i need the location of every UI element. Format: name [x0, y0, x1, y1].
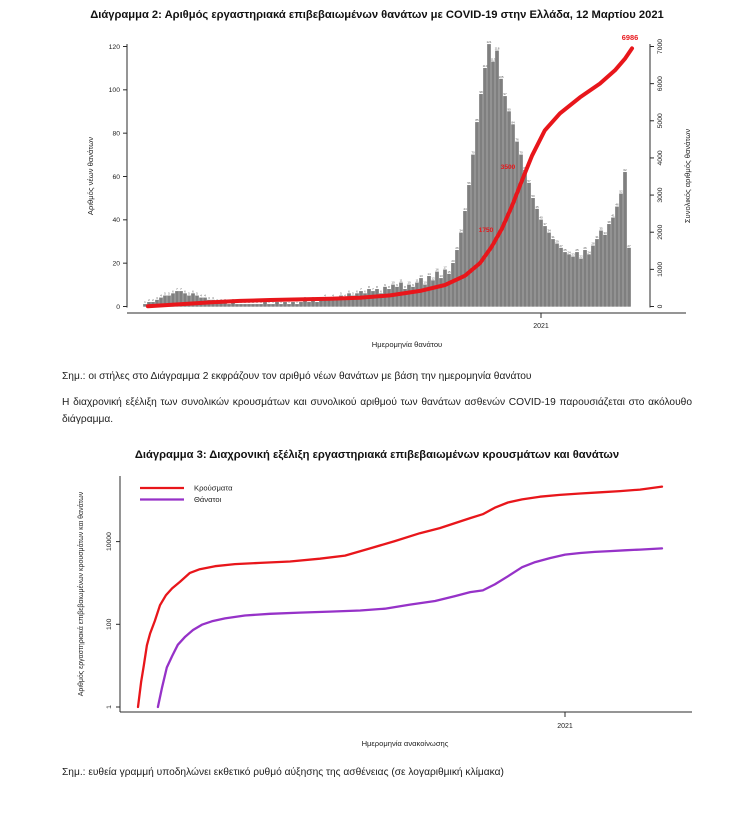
bar — [471, 155, 474, 307]
bar — [443, 270, 446, 307]
bar-value-label: 3 — [312, 295, 314, 300]
bar-value-label: 16 — [435, 267, 439, 272]
bar-value-label: 2 — [300, 297, 302, 302]
bar-value-label: 25 — [575, 248, 579, 253]
bar — [371, 291, 374, 306]
bar — [287, 304, 290, 306]
bar — [427, 276, 430, 306]
chart2-right-tick-label: 1000 — [657, 261, 664, 277]
deaths-line — [158, 548, 662, 707]
bar — [627, 248, 630, 307]
bar-value-label: 2 — [264, 297, 266, 302]
bar — [551, 239, 554, 306]
bar-value-label: 63 — [523, 165, 527, 170]
bar — [579, 259, 582, 307]
cumulative-milestone-label: 3500 — [500, 164, 516, 171]
bar — [263, 302, 266, 306]
chart2-left-tick-label: 0 — [116, 303, 120, 311]
bar-value-label: 2 — [148, 297, 150, 302]
bar-value-label: 5 — [164, 291, 166, 296]
bar-value-label: 90 — [507, 107, 511, 112]
bar — [463, 211, 466, 306]
chart2-left-axis-title: Αριθμός νέων θανάτων — [86, 136, 95, 216]
chart3-legend — [140, 484, 233, 505]
bar-value-label: 1 — [280, 300, 282, 305]
bar-value-label: 23 — [571, 252, 575, 257]
bar — [523, 170, 526, 307]
bar — [279, 304, 282, 306]
bar-value-label: 29 — [555, 239, 559, 244]
bar-value-label: 1 — [260, 300, 262, 305]
bar — [447, 274, 450, 307]
bar-value-label: 2 — [276, 297, 278, 302]
bar-value-label: 85 — [475, 118, 479, 123]
bar-value-label: 13 — [419, 274, 423, 279]
bar-value-label: 2 — [152, 297, 154, 302]
bar-value-label: 9 — [384, 282, 386, 287]
bar-value-label: 50 — [531, 193, 535, 198]
bar — [567, 255, 570, 307]
bar-value-label: 12 — [431, 276, 435, 281]
bar — [475, 122, 478, 306]
bar — [479, 94, 482, 306]
bar — [527, 183, 530, 307]
bar — [511, 125, 514, 307]
bar-value-label: 1 — [256, 300, 258, 305]
bar-value-label: 35 — [599, 226, 603, 231]
chart2-right-tick-label: 3000 — [657, 187, 664, 203]
bar — [495, 51, 498, 307]
bar — [259, 304, 262, 306]
bar-value-label: 1 — [252, 300, 254, 305]
bar-value-label: 28 — [591, 241, 595, 246]
chart3-y-axis-title: Αριθμός εργαστηριακά επιβεβαιωμένων κρουσμάτων και θανάτων — [78, 491, 85, 697]
chart2-left-tick-label: 100 — [108, 87, 120, 95]
bar — [291, 302, 294, 306]
bar-value-label: 118 — [494, 46, 500, 51]
bar — [623, 172, 626, 306]
bar — [387, 289, 390, 306]
bar — [235, 304, 238, 306]
chart2-bars — [143, 40, 631, 306]
bar-value-label: 105 — [498, 74, 504, 79]
bar-value-label: 8 — [404, 284, 406, 289]
bar-value-label: 6 — [192, 289, 194, 294]
chart2-right-tick-label: 6000 — [657, 76, 664, 92]
bar — [307, 302, 310, 306]
bar-value-label: 11 — [415, 278, 419, 283]
bar-value-label: 1 — [288, 300, 290, 305]
body-paragraph: Η διαχρονική εξέλιξη των συνολικών κρουσμάτων και συνολικού αριθμού των θανάτων ασθενών COVID-19 παρουσιάζεται στο ακόλουθο διάγραμμα. — [62, 397, 692, 425]
bar — [355, 294, 358, 307]
bar-value-label: 27 — [627, 243, 631, 248]
bar — [247, 304, 250, 306]
bar-value-label: 4 — [344, 293, 346, 298]
bar-value-label: 2 — [292, 297, 294, 302]
bar-value-label: 6 — [184, 289, 186, 294]
chart2-title: Διάγραμμα 2: Αριθμός εργαστηριακά επιβεβαιωμένων θανάτων με COVID-19 στην Ελλάδα, 12 Μαρτίου 2021 — [90, 9, 664, 21]
bar — [483, 68, 486, 306]
bar-value-label: 6 — [348, 289, 350, 294]
bar-value-label: 34 — [459, 228, 463, 233]
bar — [499, 79, 502, 307]
bar — [459, 233, 462, 307]
bar — [603, 235, 606, 307]
bar-value-label: 31 — [551, 235, 555, 240]
bar-value-label: 15 — [447, 269, 451, 274]
bar-value-label: 98 — [479, 89, 483, 94]
bar-value-label: 9 — [412, 282, 414, 287]
chart2-right-tick-label: 7000 — [657, 38, 664, 55]
bar — [395, 287, 398, 307]
bar-value-label: 4 — [332, 293, 334, 298]
bar — [503, 96, 506, 306]
bar — [251, 304, 254, 306]
bar — [611, 218, 614, 307]
chart2-x-axis-title: Ημερομηνία θανάτου — [371, 340, 443, 349]
bar-value-label: 3 — [320, 295, 322, 300]
bar-value-label: 24 — [587, 250, 591, 255]
bar — [583, 250, 586, 306]
bar — [607, 224, 610, 306]
bar-value-label: 26 — [455, 245, 459, 250]
bar-value-label: 8 — [376, 284, 378, 289]
bar — [299, 302, 302, 306]
bar — [239, 304, 242, 306]
bar — [451, 263, 454, 306]
bar-value-label: 1 — [236, 300, 238, 305]
bar-value-label: 41 — [611, 213, 615, 218]
bar-value-label: 52 — [619, 189, 623, 194]
bar-value-label: 2 — [224, 297, 226, 302]
bar-value-label: 14 — [427, 271, 431, 276]
chart2-right-tick-label: 0 — [657, 304, 664, 309]
chart3-x-tick-label: 2021 — [557, 723, 573, 730]
bar — [571, 257, 574, 307]
bar-value-label: 110 — [482, 63, 488, 68]
bar-value-label: 1 — [144, 300, 146, 305]
bar-value-label: 1 — [240, 300, 242, 305]
chart2-right-tick-label: 5000 — [657, 113, 664, 129]
bar — [415, 283, 418, 307]
bar-value-label: 1 — [248, 300, 250, 305]
bar-value-label: 25 — [563, 248, 567, 253]
bar-value-label: 57 — [527, 178, 531, 183]
bar — [563, 252, 566, 306]
bar-value-label: 3 — [336, 295, 338, 300]
bar-value-label: 4 — [200, 293, 202, 298]
bar — [535, 209, 538, 307]
chart3-y-tick-label: 100 — [106, 618, 113, 630]
bar-value-label: 8 — [388, 284, 390, 289]
bar-value-label: 4 — [204, 293, 206, 298]
chart2-right-axis-title: Συνολικός αριθμός θανάτων — [683, 128, 692, 224]
bar-value-label: 20 — [451, 258, 455, 263]
chart3-y-tick-label: 10000 — [106, 532, 113, 552]
bar-value-label: 2 — [308, 297, 310, 302]
bar — [559, 248, 562, 307]
bar-value-label: 76 — [515, 137, 519, 142]
bar-value-label: 44 — [463, 206, 467, 211]
bar — [319, 300, 322, 307]
note-chart2: Σημ.: οι στήλες στο Διάγραμμα 2 εκφράζουν τον αριθμό νέων θανάτων με βάση την ημερομηνία θανάτου — [62, 371, 532, 382]
chart2-right-tick-label: 2000 — [657, 224, 664, 240]
bar-value-label: 2 — [220, 297, 222, 302]
bar-value-label: 70 — [519, 150, 523, 155]
bar — [227, 304, 230, 306]
bar — [595, 239, 598, 306]
bar — [587, 255, 590, 307]
bar-value-label: 7 — [360, 287, 362, 292]
note-chart3: Σημ.: ευθεία γραμμή υποδηλώνει εκθετικό ρυθμό αύξησης της ασθένειας (σε λογαριθμική κλίμακα) — [62, 767, 504, 778]
bar — [295, 304, 298, 306]
chart2-left-tick-label: 20 — [112, 260, 120, 268]
cases-line — [138, 487, 662, 707]
bar-value-label: 97 — [503, 92, 507, 97]
bar — [515, 142, 518, 307]
bar-value-label: 3 — [156, 295, 158, 300]
bar-value-label: 31 — [595, 235, 599, 240]
bar-value-label: 24 — [567, 250, 571, 255]
bar-value-label: 27 — [559, 243, 563, 248]
bar — [591, 246, 594, 307]
chart3-axis-labels — [77, 491, 573, 748]
bar-value-label: 5 — [352, 291, 354, 296]
bar-value-label: 2 — [284, 297, 286, 302]
bar — [275, 302, 278, 306]
bar-value-label: 7 — [372, 287, 374, 292]
bar — [407, 285, 410, 307]
bar-value-label: 26 — [583, 245, 587, 250]
chart3-x-axis-title: Ημερομηνία ανακοίνωσης — [361, 739, 449, 748]
chart3-y-tick-label: 1 — [106, 705, 113, 709]
bar-value-label: 3 — [328, 295, 330, 300]
bar-value-label: 6 — [364, 289, 366, 294]
bar-value-label: 33 — [603, 230, 607, 235]
bar-value-label: 5 — [188, 291, 190, 296]
bar — [431, 281, 434, 307]
bar-value-label: 38 — [607, 219, 611, 224]
bar-value-label: 113 — [490, 57, 496, 62]
chart2-left-tick-label: 80 — [112, 130, 120, 138]
bar-value-label: 2 — [216, 297, 218, 302]
bar-value-label: 3 — [208, 295, 210, 300]
bar-value-label: 10 — [423, 280, 427, 285]
bar — [615, 207, 618, 307]
bar — [327, 300, 330, 307]
bar-value-label: 37 — [543, 222, 547, 227]
bar-value-label: 5 — [196, 291, 198, 296]
bar — [491, 62, 494, 307]
bar — [439, 278, 442, 306]
bar-value-label: 4 — [324, 293, 326, 298]
chart2-left-tick-label: 40 — [112, 217, 120, 225]
bar-value-label: 5 — [340, 291, 342, 296]
bar — [531, 198, 534, 306]
bar-value-label: 46 — [615, 202, 619, 207]
bar — [555, 244, 558, 307]
chart2-x-tick-label: 2021 — [533, 323, 549, 330]
bar — [467, 185, 470, 306]
bar — [243, 304, 246, 306]
bar-value-label: 3 — [304, 295, 306, 300]
bar-value-label: 10 — [391, 280, 395, 285]
bar — [283, 302, 286, 306]
bar-value-label: 6 — [172, 289, 174, 294]
bar-value-label: 7 — [180, 287, 182, 292]
cumulative-milestone-label: 1750 — [478, 227, 494, 234]
bar-value-label: 1 — [272, 300, 274, 305]
cumulative-final-total-label: 6986 — [621, 33, 639, 42]
bar-value-label: 1 — [228, 300, 230, 305]
bar-value-label: 6 — [356, 289, 358, 294]
chart2-right-tick-label: 4000 — [657, 150, 664, 166]
bar-value-label: 1 — [268, 300, 270, 305]
bar-value-label: 5 — [168, 291, 170, 296]
legend-label: Θάνατοι — [194, 495, 222, 505]
bar-value-label: 1 — [296, 300, 298, 305]
bar-value-label: 7 — [176, 287, 178, 292]
chart3-axes — [116, 476, 692, 717]
bar-value-label: 2 — [316, 297, 318, 302]
chart3-title: Διάγραμμα 3: Διαχρονική εξέλιξη εργαστηριακά επιβεβαιωμένων κρουσμάτων και θανάτων — [134, 449, 620, 461]
bar-value-label: 6 — [380, 289, 382, 294]
bar — [487, 44, 490, 306]
bar — [543, 226, 546, 306]
legend-label: Κρούσματα — [194, 483, 233, 493]
chart2-left-tick-label: 120 — [108, 43, 120, 51]
bar-value-label: 9 — [396, 282, 398, 287]
bar — [255, 304, 258, 306]
bar-value-label: 17 — [443, 265, 447, 270]
chart2-left-tick-label: 60 — [112, 173, 120, 181]
bar — [539, 220, 542, 307]
bar-value-label: 2 — [232, 297, 234, 302]
bar-value-label: 62 — [623, 167, 627, 172]
bar-value-label: 8 — [368, 284, 370, 289]
bar-value-label: 1 — [244, 300, 246, 305]
bar-value-label: 70 — [471, 150, 475, 155]
bar-value-label: 56 — [467, 180, 471, 185]
bar — [619, 194, 622, 307]
bar-value-label: 84 — [511, 120, 515, 125]
bar-value-label: 10 — [407, 280, 411, 285]
bar-value-label: 3 — [212, 295, 214, 300]
bar-value-label: 13 — [439, 274, 443, 279]
bar-value-label: 45 — [535, 204, 539, 209]
bar-value-label: 11 — [399, 278, 403, 283]
bar — [267, 304, 270, 306]
bar-value-label: 34 — [547, 228, 551, 233]
bar-value-label: 40 — [539, 215, 543, 220]
bar-value-label: 4 — [160, 293, 162, 298]
bar — [547, 233, 550, 307]
bar-value-label: 121 — [486, 40, 492, 45]
bar — [599, 231, 602, 307]
chart3-series-lines — [138, 487, 662, 707]
bar-value-label: 22 — [579, 254, 583, 259]
bar — [315, 302, 318, 306]
bar — [271, 304, 274, 306]
bar — [575, 252, 578, 306]
bar — [335, 300, 338, 307]
